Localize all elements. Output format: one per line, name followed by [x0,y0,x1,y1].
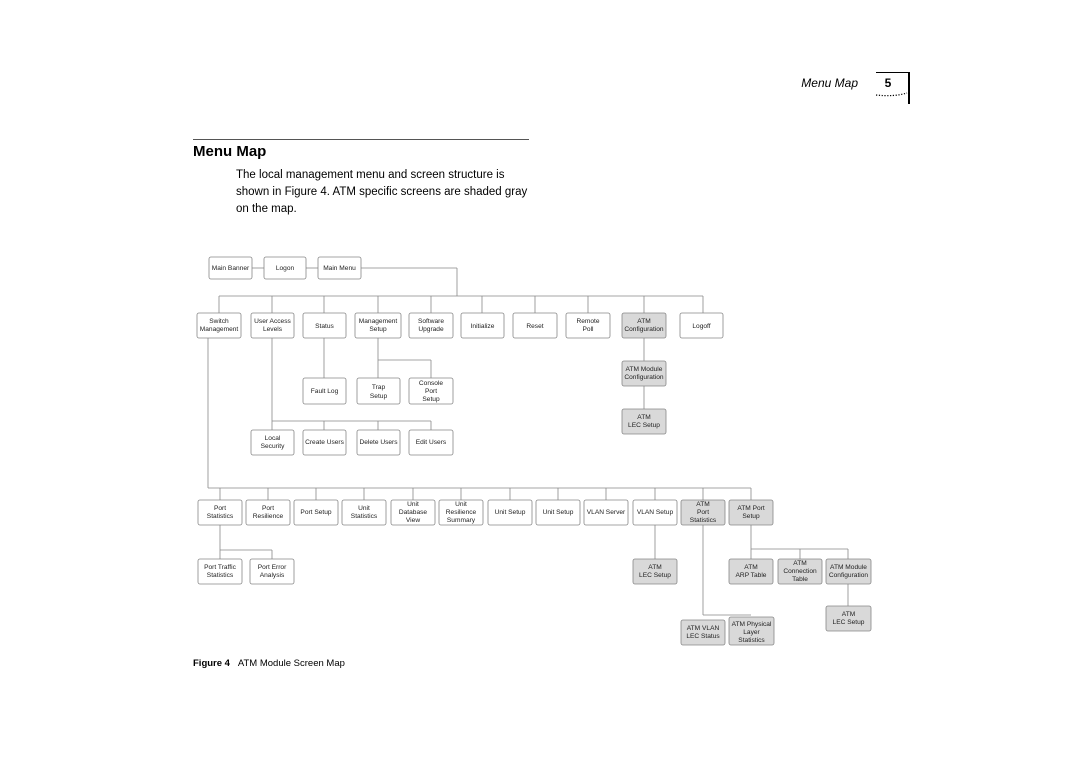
node-label: Setup [742,513,760,520]
node-label: Status [315,323,334,330]
node-label: Statistics [738,637,765,644]
node-reset [513,313,557,338]
node-unit-database-view [391,500,435,525]
node-atm-port-statistics [681,500,725,525]
node-label: Statistics [350,513,378,520]
node-port-error-analysis [250,559,294,584]
node-label: Port [424,388,438,395]
node-unit-setup [536,500,580,525]
section-title: Menu Map [193,143,267,160]
node-label: ATM Module [830,564,867,571]
node-atm-connection-table [778,559,822,584]
node-label: Analysis [259,572,285,579]
node-label: Switch [209,318,229,325]
node-label: ARP Table [735,572,767,579]
node-label: LEC Setup [832,619,865,626]
node-label: Database [398,509,428,516]
node-label: Port Setup [300,509,332,516]
node-remote-poll [566,313,610,338]
node-label: Delete Users [359,439,398,446]
node-label: Logoff [692,323,711,330]
node-atm-lec-setup [633,559,677,584]
node-label: ATM [696,501,710,508]
node-atm-module-configuration [826,559,871,584]
figure-caption-text: ATM Module Screen Map [237,658,345,669]
node-label: Unit Setup [494,509,526,516]
node-label: LEC Setup [628,422,660,429]
node-vlan-server [584,500,628,525]
node-label: Layer [743,629,760,636]
node-atm-lec-setup [622,409,666,434]
node-label: Configuration [828,572,869,579]
node-atm-arp-table [729,559,773,584]
node-atm-configuration [622,313,666,338]
node-label: ATM Port [737,505,765,512]
node-label: Unit Setup [542,509,574,516]
node-initialize [461,313,504,338]
node-label: Edit Users [415,439,447,446]
node-atm-physical-layer-statistics [729,617,774,645]
node-label: User Access [254,318,291,325]
node-label: VLAN Server [586,509,626,516]
node-label: Main Menu [323,265,356,272]
node-main-menu [318,257,361,279]
figure-caption [193,658,345,669]
node-user-access-levels [251,313,294,338]
node-label: Management [358,318,398,325]
node-label: Security [260,443,285,450]
node-label: Statistics [206,572,234,579]
node-label: Reset [526,323,544,330]
node-label: Setup [422,396,440,403]
node-unit-resilience-summary [439,500,483,525]
node-label: Management [199,326,239,333]
node-main-banner [209,257,252,279]
node-label: ATM Physical [731,621,772,628]
node-trap-setup [357,378,400,404]
figure-label: Figure 4 [193,658,230,669]
node-label: Port Error [257,564,287,571]
node-create-users [303,430,346,455]
node-label: LEC Status [686,633,720,640]
node-label: Port [261,505,275,512]
node-vlan-setup [633,500,677,525]
node-software-upgrade [409,313,453,338]
node-label: Local [264,435,281,442]
node-label: Poll [582,326,594,333]
node-edit-users [409,430,453,455]
node-label: Setup [369,326,387,333]
node-management-setup [355,313,401,338]
node-local-security [251,430,294,455]
node-label: Configuration [624,326,664,333]
node-label: Connection [783,568,817,575]
node-label: Setup [369,393,388,400]
node-label: Port [696,509,710,516]
node-delete-users [357,430,400,455]
node-label: Unit [455,501,467,508]
node-label: Resilience [445,509,477,516]
intro-paragraph: The local management menu and screen structure is shown in Figure 4. ATM specific screens are shaded gray on the map. [236,169,528,215]
node-label: View [405,517,421,524]
node-label: Software [417,318,445,325]
node-unit-setup [488,500,532,525]
node-label: Configuration [624,374,664,381]
node-label: Initialize [470,323,495,330]
node-console-port-setup [409,378,453,404]
node-label: Logon [275,265,295,272]
node-fault-log [303,378,346,404]
node-label: ATM Module [625,366,663,373]
node-atm-port-setup [729,500,773,525]
node-label: Trap [371,384,386,391]
node-label: ATM [841,611,856,618]
node-switch-management [197,313,241,338]
node-status [303,313,346,338]
node-atm-lec-setup [826,606,871,631]
node-port-resilience [246,500,290,525]
node-label: ATM [637,318,651,325]
node-label: Resilience [252,513,284,520]
node-atm-module-configuration [622,361,666,386]
node-port-statistics [198,500,242,525]
node-logoff [680,313,723,338]
node-label: Port Traffic [204,564,236,571]
node-atm-vlan-lec-status [681,620,725,645]
node-label: Main Banner [211,265,250,272]
page-number: 5 [884,76,892,90]
node-label: Fault Log [310,388,339,395]
node-label: Create Users [305,439,344,446]
node-label: Summary [446,517,476,524]
node-label: Console [418,380,444,387]
node-label: Unit [358,505,370,512]
node-unit-statistics [342,500,386,525]
node-label: Remote [576,318,600,325]
node-label: ATM [648,564,662,571]
node-logon [264,257,306,279]
node-label: ATM [637,414,651,421]
node-label: ATM VLAN [686,625,720,632]
running-header-title: Menu Map [801,76,858,90]
node-label: Statistics [206,513,234,520]
node-port-setup [294,500,338,525]
node-label: Port [213,505,227,512]
node-label: ATM [793,560,807,567]
node-label: Unit [407,501,419,508]
node-label: Statistics [689,517,717,524]
node-port-traffic-statistics [198,559,242,584]
node-label: Table [792,576,808,583]
node-label: VLAN Setup [636,509,674,516]
node-label: ATM [744,564,758,571]
node-label: LEC Setup [639,572,671,579]
node-label: Levels [262,326,283,333]
node-label: Upgrade [418,326,444,333]
